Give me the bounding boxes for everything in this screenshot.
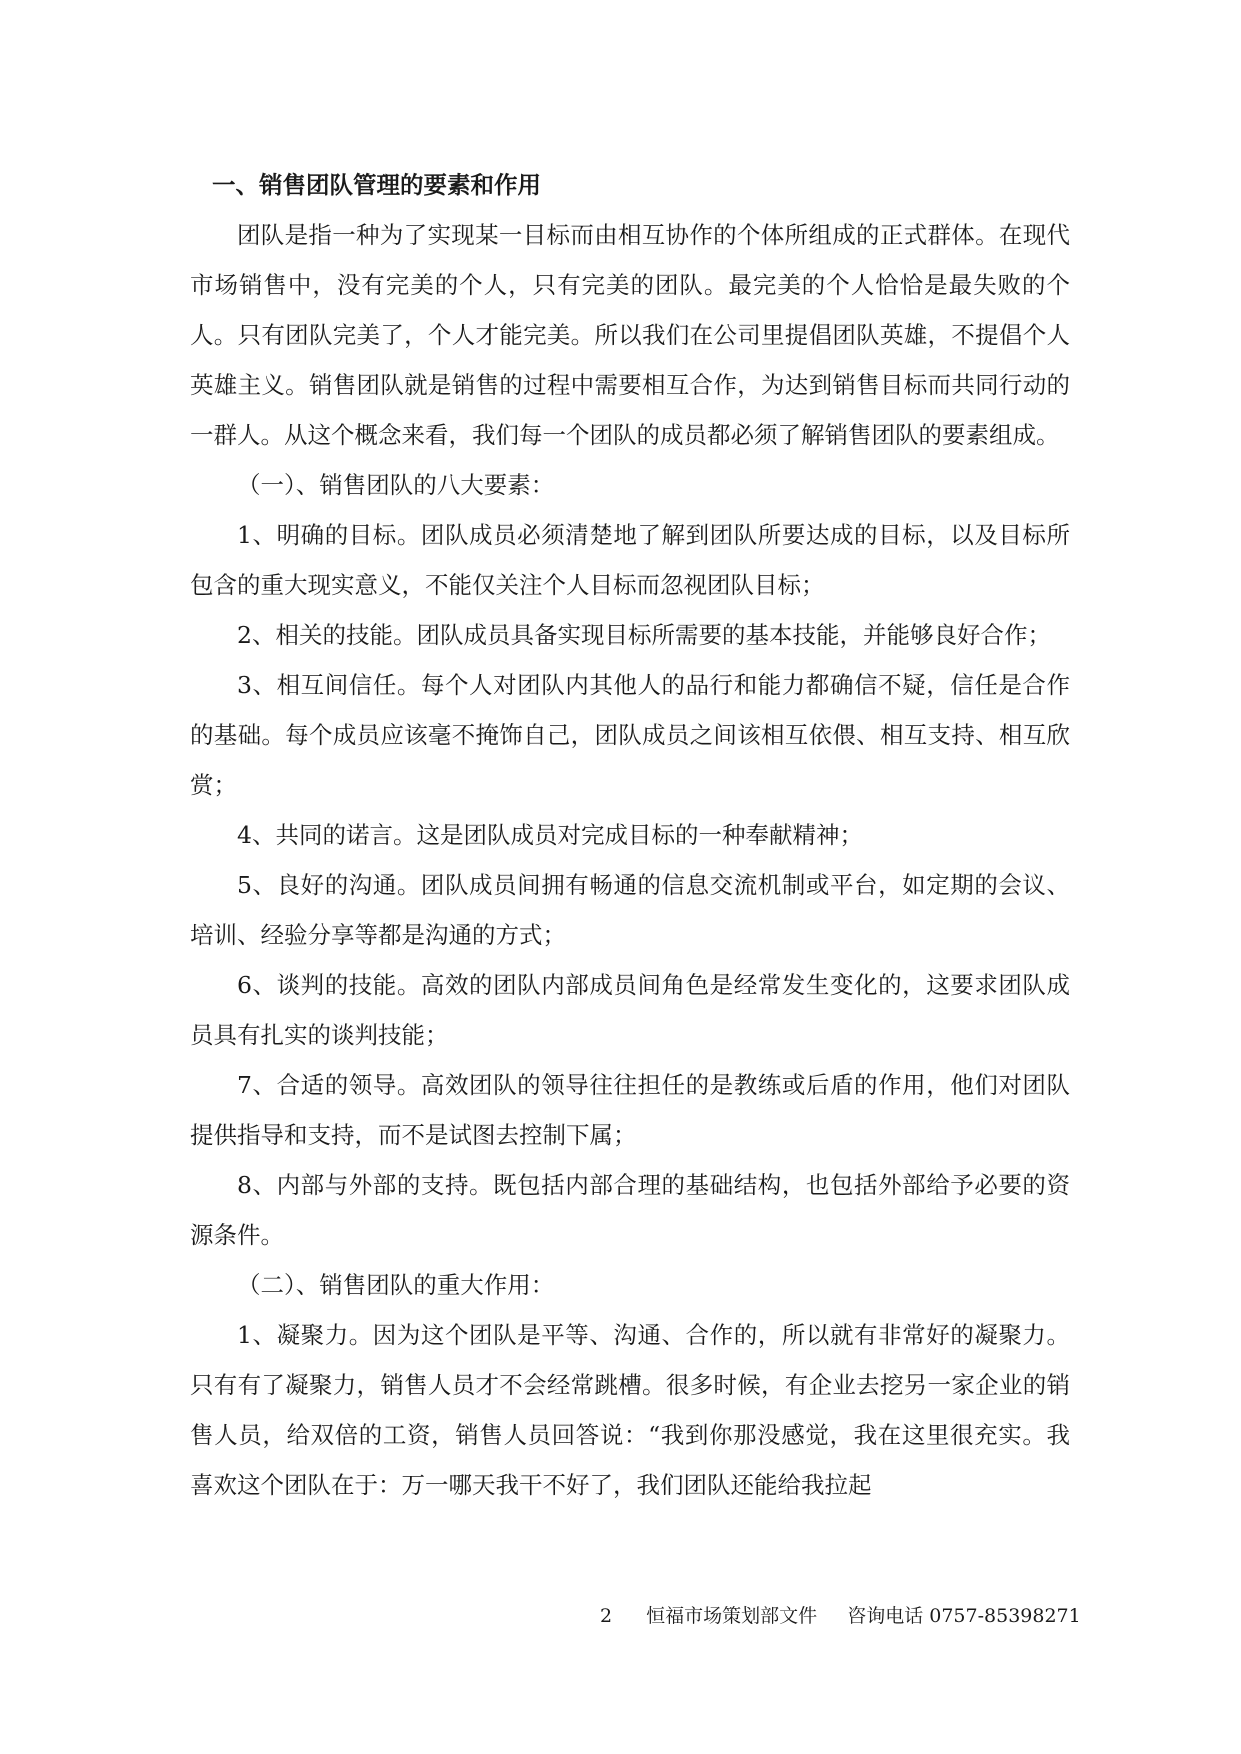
paragraph: 6、谈判的技能。高效的团队内部成员间角色是经常发生变化的，这要求团队成员具有扎实的谈判技能；: [190, 971, 1070, 1049]
paragraph: （一）、销售团队的八大要素：: [237, 471, 555, 499]
footer-doc-name: 恒福市场策划部文件: [646, 1605, 818, 1627]
paragraph: 5、良好的沟通。团队成员间拥有畅通的信息交流机制或平台，如定期的会议、培训、经验分享等都是沟通的方式；: [190, 871, 1070, 949]
page-footer: [600, 1603, 1081, 1629]
page-number: 2: [600, 1605, 613, 1627]
paragraph: 4、共同的诺言。这是团队成员对完成目标的一种奉献精神；: [237, 821, 863, 849]
paragraph: 1、明确的目标。团队成员必须清楚地了解到团队所要达成的目标，以及目标所包含的重大现实意义，不能仅关注个人目标而忽视团队目标；: [190, 521, 1070, 599]
paragraph: 7、合适的领导。高效团队的领导往往担任的是教练或后盾的作用，他们对团队提供指导和支持，而不是试图去控制下属；: [190, 1071, 1070, 1149]
paragraph: 1、凝聚力。因为这个团队是平等、沟通、合作的，所以就有非常好的凝聚力。只有有了凝聚力，销售人员才不会经常跳槽。很多时候，有企业去挖另一家企业的销售人员，给双倍的工资，销售人员回答说：“我到你那没感觉，我在这里很充实。我喜欢这个团队在于：万一哪天我干不好了，我们团队还能给我拉起: [190, 1321, 1070, 1499]
paragraph: 3、相互间信任。每个人对团队内其他人的品行和能力都确信不疑，信任是合作的基础。每个成员应该毫不掩饰自己，团队成员之间该相互依偎、相互支持、相互欣赏；: [190, 671, 1070, 799]
paragraph: （二）、销售团队的重大作用：: [237, 1271, 555, 1299]
paragraph: 团队是指一种为了实现某一目标而由相互协作的个体所组成的正式群体。在现代市场销售中，没有完美的个人，只有完美的团队。最完美的个人恰恰是最失败的个人。只有团队完美了，个人才能完美。所以我们在公司里提倡团队英雄，不提倡个人英雄主义。销售团队就是销售的过程中需要相互合作，为达到销售目标而共同行动的一群人。从这个概念来看，我们每一个团队的成员都必须了解销售团队的要素组成。: [190, 221, 1070, 449]
document-body: [190, 160, 1070, 1510]
paragraph: 8、内部与外部的支持。既包括内部合理的基础结构，也包括外部给予必要的资源条件。: [190, 1171, 1070, 1249]
footer-contact: 咨询电话 0757-85398271: [847, 1605, 1081, 1627]
section-heading: 一、销售团队管理的要素和作用: [212, 171, 541, 199]
paragraph: 2、相关的技能。团队成员具备实现目标所需要的基本技能，并能够良好合作；: [237, 621, 1051, 649]
